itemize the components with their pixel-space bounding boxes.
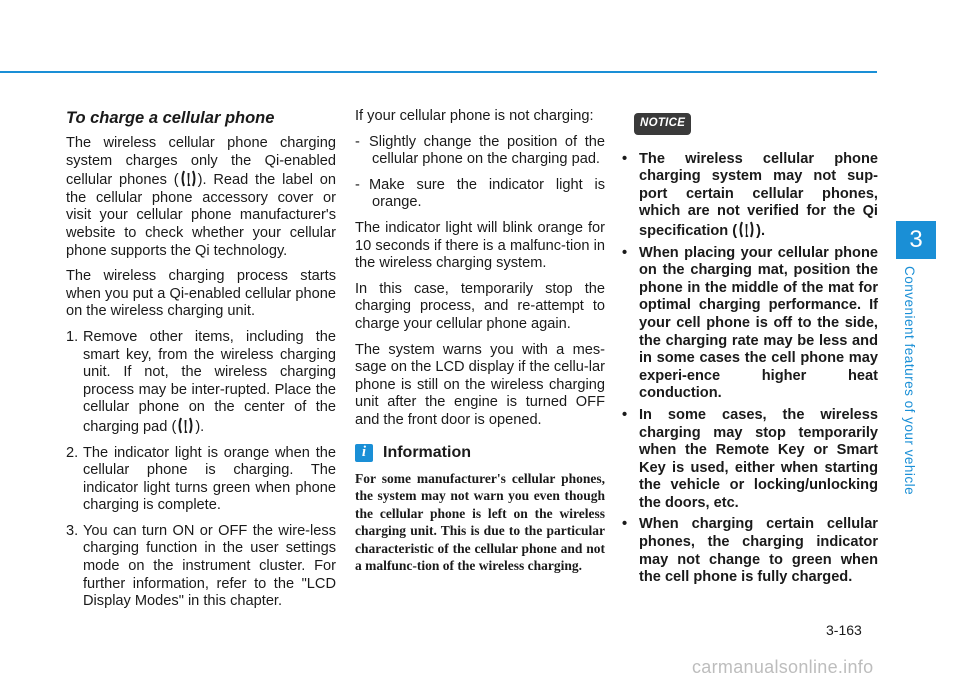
notice-item: • When placing your cellular phone on the charging mat, position the phone in the middle of the mat for optimal charging performance. If your cell phone is off to the side, the charging rate may be less and in some cases the cell phone may experi-ence higher heat conduction.: [622, 244, 878, 402]
qi-icon: [739, 221, 754, 238]
middle-column: [355, 108, 605, 575]
header-rule: [0, 71, 877, 73]
qi-icon: [181, 170, 196, 187]
information-title: Information: [383, 443, 471, 461]
notice-item: • When charging certain cellular phones, the charging indicator may not change to green when the cell phone is fully charged.: [622, 516, 878, 586]
notice-badge: NOTICE: [634, 113, 691, 135]
qi-icon: [178, 417, 193, 434]
notice-list: [622, 151, 878, 587]
section-subheading: To charge a cellular phone: [66, 109, 275, 127]
dash-item: - Make sure the indicator light is orange.: [355, 176, 605, 211]
step-item: 1. Remove other items, including the smart key, from the wireless charging unit. If not, the wireless charging process may be inter-rupted. Place the cellular phone on the center of the charging pad ( ).: [66, 328, 336, 435]
chapter-number-tab: 3: [896, 221, 936, 259]
right-column: [622, 108, 878, 591]
qi-intro-paragraph: The wireless cellular phone charging system charges only the Qi-enabled cellular phones ( ). Read the label on the cellular phone accessory cover or visit your cellular phone manufacturer's website to check whether your cellular phone supports the Qi technology.: [66, 135, 336, 259]
information-body: For some manufacturer's cellular phones, the system may not warn you even though the cellular phone is left on the wireless charging unit. This is due to the particular characteristic of the cellular phone and not a malfunc-tion of the wireless charging.: [355, 470, 605, 574]
charging-start-paragraph: The wireless charging process starts when you put a Qi-enabled cellular phone on the wireless charging unit.: [66, 268, 336, 320]
troubleshoot-list: [355, 134, 605, 212]
info-icon: i: [355, 444, 373, 462]
reattempt-paragraph: In this case, temporarily stop the charging process, and re-attempt to charge your cellular phone again.: [355, 280, 605, 332]
page-number: 3-163: [826, 622, 862, 638]
notice-item: • In some cases, the wireless charging may stop temporarily when the Remote Key or Smart Key is used, either when starting the vehicle or locking/unlocking the doors, etc.: [622, 406, 878, 511]
not-charging-intro: If your cellular phone is not charging:: [355, 108, 594, 124]
notice-item: • The wireless cellular phone charging system may not sup-port certain cellular phones, which are not verified for the Qi specification ( ).: [622, 150, 878, 239]
left-column: [66, 108, 336, 619]
dash-item: - Slightly change the position of the cellular phone on the charging pad.: [355, 133, 605, 168]
chapter-title-vertical: Convenient features of your vehicle: [902, 266, 917, 496]
charging-steps: [66, 329, 336, 611]
step-item: 2. The indicator light is orange when the cellular phone is charging. The indicator light turns green when phone charging is complete.: [66, 444, 336, 514]
blink-paragraph: The indicator light will blink orange for 10 seconds if there is a malfunc-tion in the wireless charging system.: [355, 219, 605, 272]
step-item: 3. You can turn ON or OFF the wire-less charging function in the user settings mode on the instrument cluster. For further information, refer to the "LCD Display Modes" in this chapter.: [66, 522, 336, 610]
warning-paragraph: The system warns you with a mes-sage on the LCD display if the cellu-lar phone is still on the wireless charging unit after the engine is turned OFF and the front door is opened.: [355, 341, 605, 428]
watermark: carmanualsonline.info: [692, 657, 874, 677]
information-header: [355, 444, 605, 462]
